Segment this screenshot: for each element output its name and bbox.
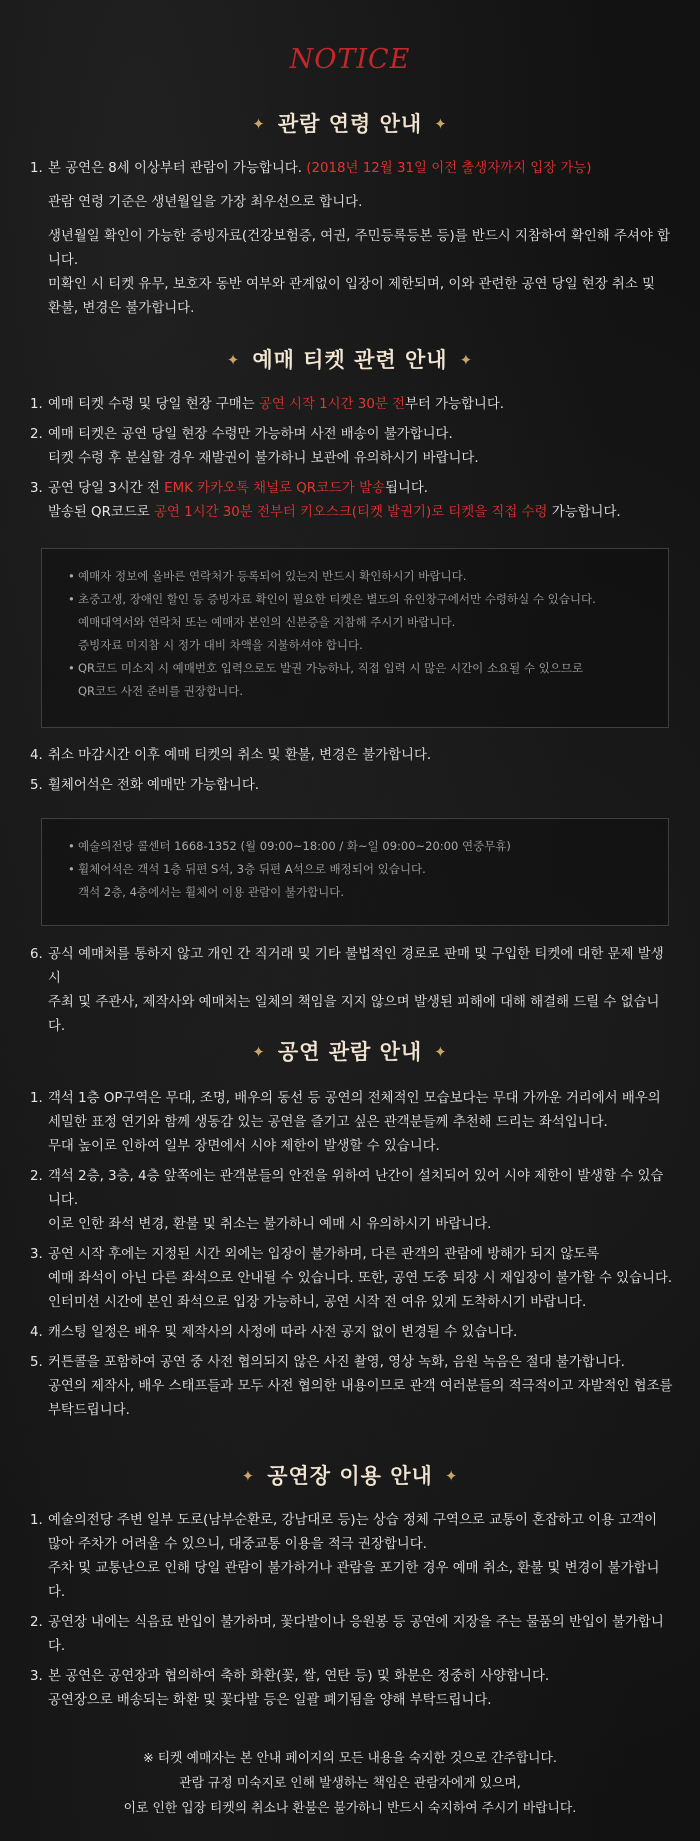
item-number: 2. [30, 427, 43, 442]
item-number: 3. [30, 481, 43, 496]
section-title-text: 예매 티켓 관련 안내 [252, 348, 448, 372]
item-text: 캐스팅 일정은 배우 및 제작사의 사정에 따라 사전 공지 없이 변경될 수 있습니다. [48, 1325, 518, 1340]
item-text: 공연의 제작사, 배우 스태프들과 모두 사전 협의한 내용이므로 관객 여러분들의 적극적이고 자발적인 협조를 [48, 1379, 673, 1394]
list-item [30, 477, 675, 525]
item-text: 생년월일 확인이 가능한 증빙자료(건강보험증, 여권, 주민등록등본 등)를 반드시 지참하여 확인해 주셔야 합니다. [48, 229, 670, 268]
item-text: 공연장 내에는 식음료 반입이 불가하며, 꽃다발이나 응원봉 등 공연에 지장을 주는 물품의 반입이 불가합니다. [48, 1615, 664, 1654]
item-text: 객석 1층 OP구역은 무대, 조명, 배우의 동선 등 공연의 전체적인 모습보다는 무대 가까운 거리에서 배우의 [48, 1091, 661, 1106]
list-item [30, 943, 675, 1039]
section-title-ticket [0, 344, 700, 374]
item-number: 5. [30, 1355, 43, 1370]
item-text: 주차 및 교통난으로 인해 당일 관람이 불가하거나 관람을 포기한 경우 예매 취소, 환불 및 변경이 불가합니다. [48, 1561, 660, 1600]
notice-title: NOTICE [289, 44, 411, 75]
item-text: 관람 연령 기준은 생년월일을 가장 최우선으로 합니다. [48, 195, 363, 210]
item-text: 공식 예매처를 통하지 않고 개인 간 직거래 및 기타 불법적인 경로로 판매 및 구입한 티켓에 대한 문제 발생 시 [48, 947, 664, 986]
section-title-text: 공연 관람 안내 [277, 1040, 423, 1064]
bullet-icon: • [68, 661, 75, 675]
list-item [30, 1321, 675, 1345]
item-text: 객석 2층, 3층, 4층 앞쪽에는 관객분들의 안전을 위하여 난간이 설치되어 있어 시야 제한이 발생할 수 있습니다. [48, 1169, 664, 1208]
list-item [30, 1509, 675, 1605]
bullet-icon: • [68, 569, 75, 583]
item-text: 예술의전당 주변 일부 도로(남부순환로, 강남대로 등)는 상습 정체 구역으로 교통이 혼잡하고 이용 고객이 [48, 1513, 658, 1528]
box-text: 예매대역서와 연락처 또는 예매자 본인의 신분증을 지참해 주시기 바랍니다. [78, 615, 456, 629]
four-point-star-icon: ✦ [241, 1467, 256, 1485]
four-point-star-icon: ✦ [459, 351, 474, 369]
wheelchair-info-box [41, 818, 669, 926]
item-text: 인터미션 시간에 본인 좌석으로 입장 가능하니, 공연 시작 전 여유 있게 도착하시기 바랍니다. [48, 1295, 587, 1310]
item-text: 무대 높이로 인하여 일부 장면에서 시야 제한이 발생할 수 있습니다. [48, 1139, 440, 1154]
item-text: 환불, 변경은 불가합니다. [48, 301, 195, 316]
footer-text: 이로 인한 입장 티켓의 취소나 환불은 불가하니 반드시 숙지하여 주시기 바랍니다. [123, 1801, 577, 1816]
list-item [30, 1611, 675, 1659]
item-text: 예매 티켓은 공연 당일 현장 수령만 가능하며 사전 배송이 불가합니다. [48, 427, 453, 442]
item-text: 예매 좌석이 아닌 다른 좌석으로 안내될 수 있습니다. 또한, 공연 도중 퇴장 시 재입장이 불가할 수 있습니다. [48, 1271, 673, 1286]
list-item [30, 393, 675, 417]
item-number: 1. [30, 1513, 43, 1528]
section-viewing-list [30, 1087, 675, 1423]
item-text: 부터 가능합니다. [404, 397, 505, 412]
section-title-viewing [0, 1036, 700, 1066]
item-text: 취소 마감시간 이후 예매 티켓의 취소 및 환불, 변경은 불가합니다. [48, 748, 432, 763]
item-text: 커튼콜을 포함하여 공연 중 사전 협의되지 않은 사진 촬영, 영상 녹화, 음원 녹음은 절대 불가합니다. [48, 1355, 625, 1370]
item-number: 1. [30, 161, 43, 176]
item-text: 본 공연은 공연장과 협의하여 축하 화환(꽃, 쌀, 연탄 등) 및 화분은 정중히 사양합니다. [48, 1669, 550, 1684]
item-number: 2. [30, 1169, 43, 1184]
four-point-star-icon: ✦ [444, 1467, 459, 1485]
list-item [30, 1351, 675, 1423]
item-text: 공연장으로 배송되는 화환 및 꽃다발 등은 일괄 폐기됨을 양해 부탁드립니다. [48, 1693, 492, 1708]
footer-notice [0, 1746, 700, 1821]
item-number: 1. [30, 1091, 43, 1106]
box-text: QR코드 사전 준비를 권장합니다. [78, 684, 243, 698]
section-age-list [30, 157, 675, 321]
section-venue-list [30, 1509, 675, 1713]
box-text: QR코드 미소지 시 예매번호 입력으로도 발권 가능하나, 직접 입력 시 많은 시간이 소요될 수 있으므로 [78, 661, 584, 675]
highlight-text: (2018년 12월 31일 이전 출생자까지 입장 가능) [306, 161, 592, 176]
four-point-star-icon: ✦ [252, 115, 266, 133]
section-title-text: 관람 연령 안내 [277, 112, 423, 136]
item-text: 이로 인한 좌석 변경, 환불 및 취소는 불가하니 예매 시 유의하시기 바랍니다. [48, 1217, 492, 1232]
item-text: 휠체어석은 전화 예매만 가능합니다. [48, 778, 260, 793]
list-item [30, 1165, 675, 1237]
item-number: 6. [30, 947, 43, 962]
bullet-icon: • [68, 862, 75, 876]
item-text: 됩니다. [385, 481, 429, 496]
section-title-venue [0, 1460, 700, 1490]
list-item [30, 1665, 675, 1713]
box-text: 초중고생, 장애인 할인 등 증빙자료 확인이 필요한 티켓은 별도의 유인창구에서만 수령하실 수 있습니다. [78, 592, 596, 606]
highlight-text: 공연 1시간 30분 전부터 키오스크(티켓 발권기)로 티켓을 직접 수령 [153, 505, 548, 520]
four-point-star-icon: ✦ [226, 351, 241, 369]
bullet-icon: • [68, 839, 75, 853]
item-number: 5. [30, 778, 43, 793]
ticket-info-box [41, 548, 669, 728]
list-item [30, 744, 675, 768]
footer-text: ※ 티켓 예매자는 본 안내 페이지의 모든 내용을 숙지한 것으로 간주합니다. [143, 1751, 557, 1766]
section-title-age [0, 108, 700, 138]
item-number: 4. [30, 1325, 43, 1340]
list-item [30, 1243, 675, 1315]
item-number: 2. [30, 1615, 43, 1630]
item-text: 공연 시작 후에는 지정된 시간 외에는 입장이 불가하며, 다른 관객의 관람에 방해가 되지 않도록 [48, 1247, 600, 1262]
list-item [30, 1087, 675, 1159]
item-text: 많아 주차가 어려울 수 있으니, 대중교통 이용을 적극 권장합니다. [48, 1537, 427, 1552]
four-point-star-icon: ✦ [252, 1043, 266, 1061]
item-number: 3. [30, 1247, 43, 1262]
item-number: 4. [30, 748, 43, 763]
box-text: 휠체어석은 객석 1층 뒤편 S석, 3층 뒤편 A석으로 배정되어 있습니다. [78, 862, 426, 876]
item-text: 예매 티켓 수령 및 당일 현장 구매는 [48, 397, 255, 412]
item-text: 본 공연은 8세 이상부터 관람이 가능합니다. [48, 161, 302, 176]
highlight-text: 공연 시작 1시간 30분 전 [258, 397, 405, 412]
item-number: 3. [30, 1669, 43, 1684]
item-text: 주최 및 주관사, 제작사와 예매처는 일체의 책임을 지지 않으며 발생된 피해에 대해 해결해 드릴 수 없습니다. [48, 995, 660, 1034]
section-ticket-list-a [30, 393, 675, 525]
four-point-star-icon: ✦ [434, 115, 448, 133]
item-text: 발송된 QR코드로 [48, 505, 150, 520]
list-item [30, 157, 675, 321]
section-ticket-list-b [30, 744, 675, 798]
box-text: 예매자 정보에 올바른 연락처가 등록되어 있는지 반드시 확인하시기 바랍니다. [78, 569, 467, 583]
highlight-text: EMK 카카오톡 채널로 QR코드가 발송 [164, 481, 385, 496]
bullet-icon: • [68, 592, 75, 606]
section-title-text: 공연장 이용 안내 [267, 1464, 433, 1488]
item-text: 가능합니다. [551, 505, 621, 520]
list-item [30, 774, 675, 798]
box-text: 증빙자료 미지참 시 정가 대비 차액을 지불하셔야 합니다. [78, 638, 363, 652]
item-text: 부탁드립니다. [48, 1403, 130, 1418]
item-text: 티켓 수령 후 분실할 경우 재발권이 불가하니 보관에 유의하시기 바랍니다. [48, 451, 479, 466]
item-number: 1. [30, 397, 43, 412]
item-text: 세밀한 표정 연기와 함께 생동감 있는 공연을 즐기고 싶은 관객분들께 추천해 드리는 좌석입니다. [48, 1115, 608, 1130]
section-ticket-list-c [30, 943, 675, 1039]
box-text: 객석 2층, 4층에서는 휠체어 이용 관람이 불가합니다. [78, 885, 345, 899]
footer-text: 관람 규정 미숙지로 인해 발생하는 책임은 관람자에게 있으며, [179, 1776, 521, 1791]
four-point-star-icon: ✦ [434, 1043, 448, 1061]
box-text: 예술의전당 콜센터 1668-1352 (월 09:00~18:00 / 화~일 09:00~20:00 연중무휴) [78, 839, 511, 853]
item-text: 미확인 시 티켓 유무, 보호자 동반 여부와 관계없이 입장이 제한되며, 이와 관련한 공연 당일 현장 취소 및 [48, 277, 655, 292]
list-item [30, 423, 675, 471]
item-text: 공연 당일 3시간 전 [48, 481, 160, 496]
